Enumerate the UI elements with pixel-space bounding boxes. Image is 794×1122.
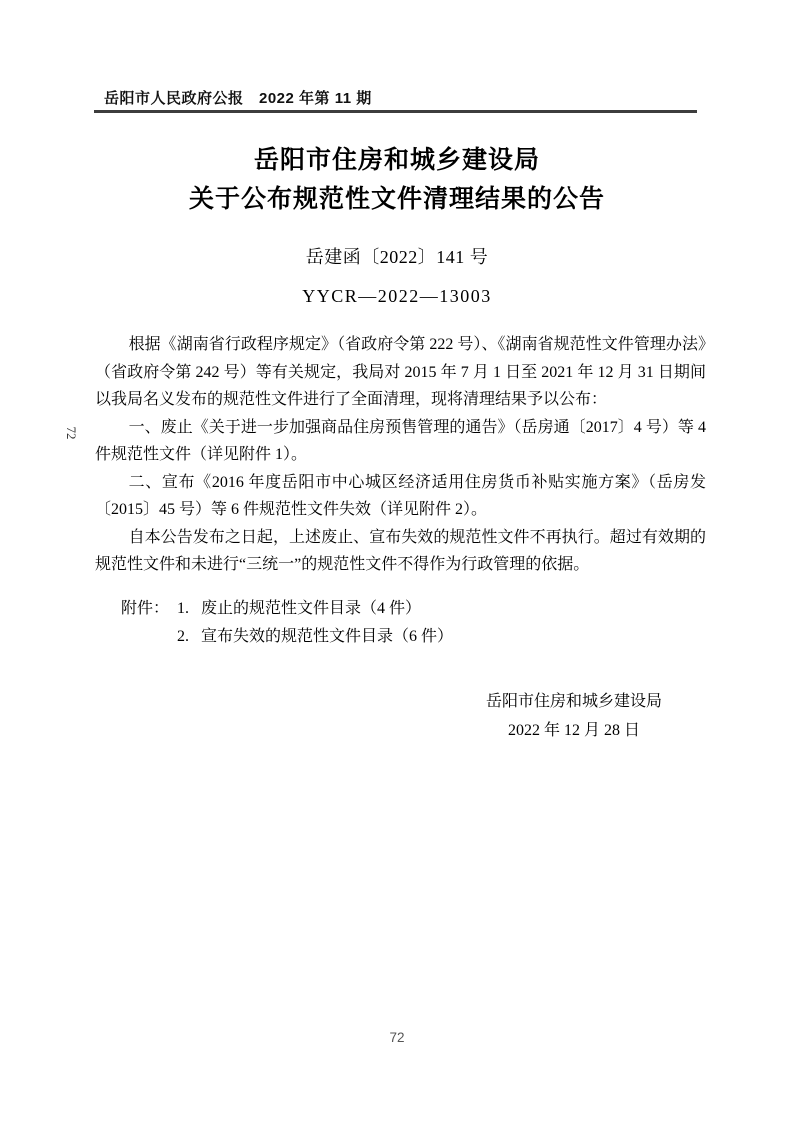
- attachment-2-title: 宣布失效的规范性文件目录（6 件）: [201, 627, 454, 645]
- masthead-title: 岳阳市人民政府公报 2022 年第 11 期: [104, 90, 372, 107]
- document-code: YYCR—2022—13003: [302, 286, 492, 306]
- attachment-1-title: 废止的规范性文件目录（4 件）: [201, 599, 422, 617]
- attachment-row: [121, 623, 706, 651]
- notice-title: [0, 141, 794, 219]
- attachment-2-number: 2.: [177, 627, 189, 645]
- paragraph-item-2: 二、宣布《2016 年度岳阳市中心城区经济适用住房货币补贴实施方案》（岳房发〔2015〕45 号）等 6 件规范性文件失效（详见附件 2）。: [95, 473, 706, 518]
- paragraph-basis: 根据《湖南省行政程序规定》（省政府令第 222 号）、《湖南省规范性文件管理办法》（省政府令第 242 号）等有关规定，我局对 2015 年 7 月 1 日至 2021 年 12 月 31 日期间以我局名义发布的规范性文件进行了全面清理，现将清理结果予以公布：: [95, 336, 706, 408]
- masthead-rule: [94, 110, 697, 113]
- attachments-list: [95, 595, 706, 651]
- footer-page-number: 72: [389, 1030, 405, 1045]
- notice-title-line2: 关于公布规范性文件清理结果的公告: [188, 186, 605, 213]
- attachments-label: 附件：: [121, 599, 170, 617]
- paragraph-item-1: 一、废止《关于进一步加强商品住房预售管理的通告》（岳房通〔2017〕4 号）等 4 件规范性文件（详见附件 1）。: [95, 418, 706, 463]
- attachment-row: [121, 595, 706, 623]
- notice-body: [95, 331, 706, 745]
- attachment-1-number: 1.: [177, 599, 189, 617]
- document-number: 岳建函〔2022〕141 号: [305, 247, 489, 267]
- margin-page-number: 72: [64, 426, 79, 440]
- signature-block: [486, 687, 662, 745]
- signature-organization: 岳阳市住房和城乡建设局: [485, 692, 662, 710]
- notice-title-line1: 岳阳市住房和城乡建设局: [253, 147, 540, 174]
- signature-date: 2022 年 12 月 28 日: [507, 721, 640, 739]
- attachment-indent-spacer: [121, 623, 177, 651]
- paragraph-effect: 自本公告发布之日起，上述废止、宣布失效的规范性文件不再执行。超过有效期的规范性文件和未进行“三统一”的规范性文件不得作为行政管理的依据。: [95, 528, 706, 573]
